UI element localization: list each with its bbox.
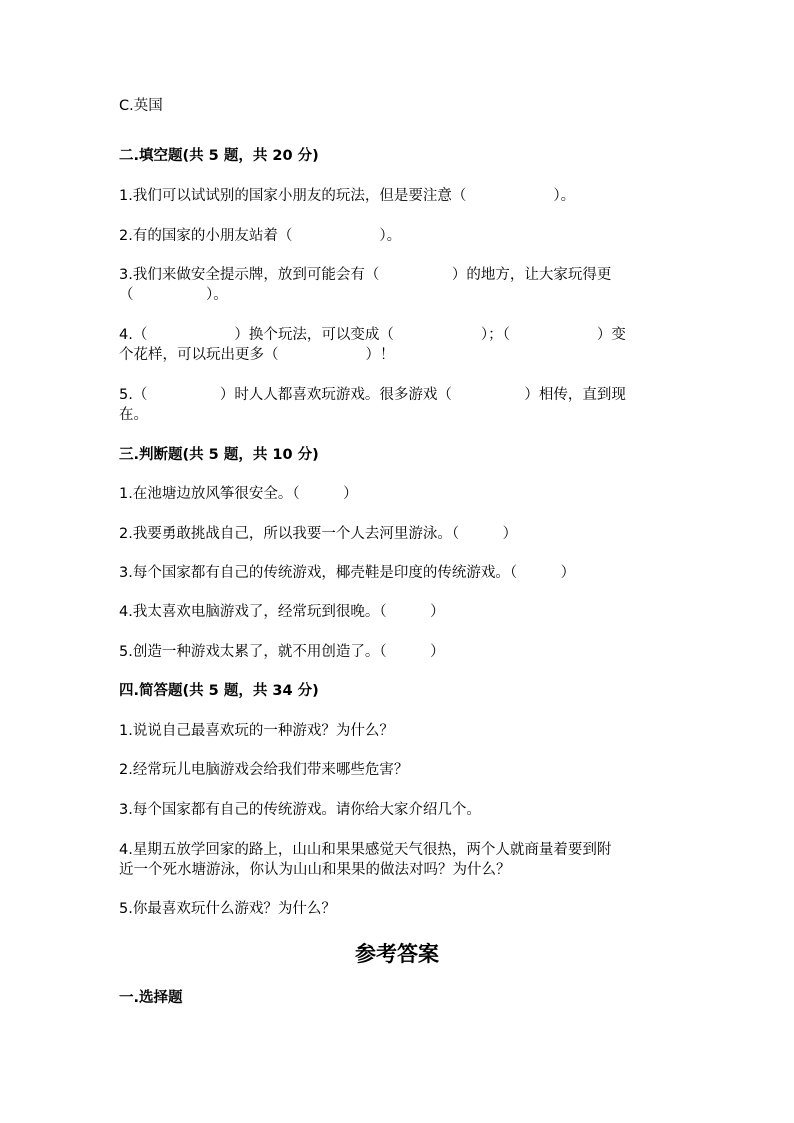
section-3-question-4: 4.我太喜欢电脑游戏了，经常玩到很晚。（ ） <box>119 604 445 620</box>
section-3-question-1: 1.在池塘边放风筝很安全。（ ） <box>119 486 358 502</box>
section-2-question-4-line-2: 个花样，可以玩出更多（ ）！ <box>119 347 395 363</box>
section-4-question-2: 2.经常玩儿电脑游戏会给我们带来哪些危害？ <box>119 762 409 778</box>
section-4-question-4-line-1: 4.星期五放学回家的路上，山山和果果感觉天气很热，两个人就商量着要到附 <box>119 842 612 858</box>
section-2-question-5-line-2: 在。 <box>119 407 148 423</box>
section-3-question-2: 2.我要勇敢挑战自己，所以我要一个人去河里游泳。（ ） <box>119 526 518 542</box>
section-2-heading: 二.填空题(共 5 题，共 20 分) <box>119 148 319 164</box>
section-4-question-1: 1.说说自己最喜欢玩的一种游戏？为什么？ <box>119 723 394 739</box>
section-4-question-4-line-2: 近一个死水塘游泳，你认为山山和果果的做法对吗？为什么？ <box>119 862 511 878</box>
section-3-question-3: 3.每个国家都有自己的传统游戏，椰壳鞋是印度的传统游戏。（ ） <box>119 565 576 581</box>
section-2-question-2: 2.有的国家的小朋友站着（ ）。 <box>119 228 402 244</box>
section-4-heading: 四.简答题(共 5 题，共 34 分) <box>119 683 319 699</box>
answer-section-1-heading: 一.选择题 <box>119 990 183 1006</box>
section-2-question-4-line-1: 4.（ ）换个玩法，可以变成（ ）；（ ）变 <box>119 327 626 343</box>
section-3-heading: 三.判断题(共 5 题，共 10 分) <box>119 447 319 463</box>
section-2-question-5-line-1: 5.（ ）时人人都喜欢玩游戏。很多游戏（ ）相传，直到现 <box>119 387 626 403</box>
section-4-question-5: 5.你最喜欢玩什么游戏？为什么？ <box>119 901 336 917</box>
section-2-question-3-line-2: （ ）。 <box>119 287 228 303</box>
section-4-question-3: 3.每个国家都有自己的传统游戏。请你给大家介绍几个。 <box>119 802 481 818</box>
prev-option-c: C.英国 <box>119 98 163 114</box>
answer-key-title: 参考答案 <box>355 941 439 966</box>
section-2-question-3-line-1: 3.我们来做安全提示牌，放到可能会有（ ）的地方，让大家玩得更 <box>119 267 612 283</box>
section-3-question-5: 5.创造一种游戏太累了，就不用创造了。（ ） <box>119 644 445 660</box>
section-2-question-1: 1.我们可以试试别的国家小朋友的玩法，但是要注意（ ）。 <box>119 188 576 204</box>
